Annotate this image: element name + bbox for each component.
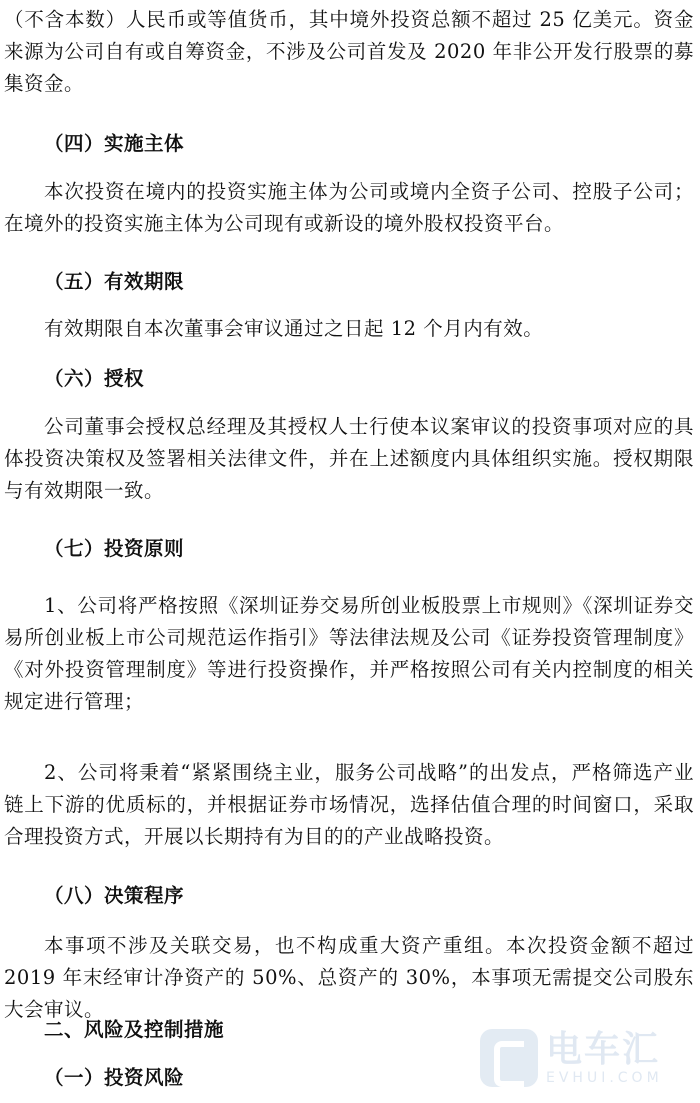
watermark-cn: 电车汇 [546, 1029, 661, 1070]
paragraph-implementing-entity: 本次投资在境内的投资实施主体为公司或境内全资子公司、控股子公司；在境外的投资实施主体为公司现有或新设的境外股权投资平台。 [4, 180, 694, 235]
heading-investment-risk: （一）投资风险 [44, 1066, 185, 1089]
heading-decision-procedure: （八）决策程序 [44, 884, 185, 907]
watermark-logo-icon [480, 1029, 538, 1087]
paragraph-principle-1: 1、公司将严格按照《深圳证券交易所创业板股票上市规则》《深圳证券交易所创业板上市公司规范运作指引》等法律法规及公司《证券投资管理制度》《对外投资管理制度》等进行投资操作，并严格按照公司有关内控制度的相关规定进行管理； [4, 594, 694, 713]
site-watermark [480, 1023, 688, 1093]
watermark-text [546, 1030, 663, 1086]
paragraph-principle-2: 2、公司将秉着“紧紧围绕主业，服务公司战略”的出发点，严格筛选产业链上下游的优质标的，并根据证券市场情况，选择估值合理的时间窗口，采取合理投资方式，开展以长期持有为目的的产业战略投资。 [4, 761, 694, 848]
paragraph-validity-period: 有效期限自本次董事会审议通过之日起 12 个月内有效。 [44, 317, 544, 340]
paragraph-decision-procedure: 本事项不涉及关联交易，也不构成重大资产重组。本次投资金额不超过 2019 年末经审计净资产的 50%、总资产的 30%，本事项无需提交公司股东大会审议。 [4, 934, 694, 1021]
heading-investment-principles: （七）投资原则 [44, 537, 185, 560]
heading-validity-period: （五）有效期限 [44, 270, 185, 293]
heading-implementing-entity: （四）实施主体 [44, 132, 185, 155]
paragraph-authorization: 公司董事会授权总经理及其授权人士行使本议案审议的投资事项对应的具体投资决策权及签署相关法律文件，并在上述额度内具体组织实施。授权期限与有效期限一致。 [4, 415, 694, 502]
paragraph-funding-source: （不含本数）人民币或等值货币，其中境外投资总额不超过 25 亿美元。资金来源为公司自有或自筹资金，不涉及公司首发及 2020 年非公开发行股票的募集资金。 [4, 8, 694, 95]
heading-authorization: （六）授权 [44, 367, 145, 390]
watermark-en: EVHUI.COM [546, 1070, 663, 1086]
heading-risk-and-control: 二、风险及控制措施 [44, 1018, 225, 1041]
